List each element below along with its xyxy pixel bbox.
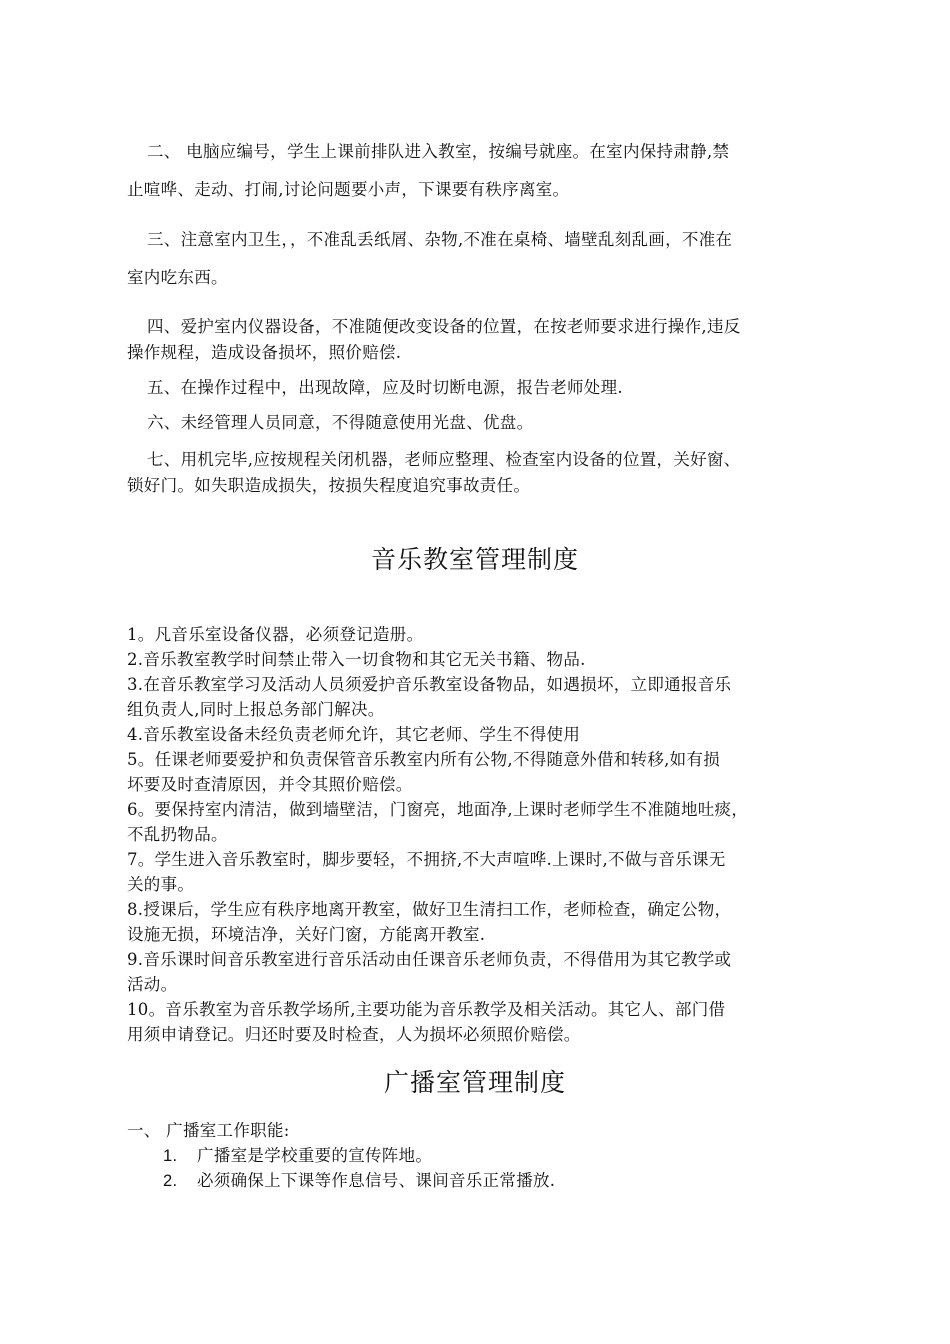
rule-5-line-1: 五、在操作过程中，出现故障，应及时切断电源，报告老师处理. [147,378,623,397]
broadcast-room-title: 广播室管理制度 [383,1068,566,1097]
music-line-8: 6。要保持室内清洁，做到墙壁洁，门窗亮，地面净,上课时老师学生不准随地吐痰， [127,800,749,819]
broadcast-section-heading: 一、 广播室工作职能: [127,1121,290,1140]
broadcast-item-1-number: 1. [163,1147,178,1165]
broadcast-item-2 [163,1167,555,1191]
rule-3-line-2: 室内吃东西。 [127,268,228,287]
rule-4-line-2: 操作规程，造成设备损坏，照价赔偿. [127,343,402,362]
music-line-15: 活动。 [127,975,178,994]
music-line-14: 9.音乐课时间音乐教室进行音乐活动由任课音乐老师负责，不得借用为其它教学或 [127,950,732,969]
music-line-17: 用须申请登记。归还时要及时检查，人为损坏必须照价赔偿。 [127,1025,581,1044]
rule-6-line-1: 六、未经管理人员同意，不得随意使用光盘、优盘。 [147,413,534,432]
music-line-1: 1。凡音乐室设备仪器，必须登记造册。 [127,625,424,644]
music-line-16: 10。音乐教室为音乐教学场所,主要功能为音乐教学及相关活动。其它人、部门借 [127,1000,726,1019]
music-line-4: 组负责人,同时上报总务部门解决。 [127,700,385,719]
rule-7-line-1: 七、用机完毕,应按规程关闭机器，老师应整理、检查室内设备的位置，关好窗、 [147,450,741,469]
music-line-9: 不乱扔物品。 [127,825,228,844]
music-line-6: 5。任课老师要爱护和负责保管音乐教室内所有公物,不得随意外借和转移,如有损 [127,750,721,769]
rule-4-line-1: 四、爱护室内仪器设备，不准随便改变设备的位置，在按老师要求进行操作,违反 [147,317,741,336]
broadcast-item-2-number: 2. [163,1172,178,1190]
music-line-13: 设施无损，环境洁净，关好门窗，方能离开教室. [127,925,486,944]
rule-2-line-1: 二、 电脑应编号，学生上课前排队进入教室，按编号就座。在室内保持肃静,禁 [147,142,730,161]
music-line-2: 2.音乐教室教学时间禁止带入一切食物和其它无关书籍、物品. [127,650,586,669]
rule-3-line-1: 三、注意室内卫生，，不准乱丢纸屑、杂物,不准在桌椅、墙壁乱刻乱画，不准在 [147,230,733,249]
music-line-3: 3.在音乐教室学习及活动人员须爱护音乐教室设备物品，如遇损坏，立即通报音乐 [127,675,732,694]
music-line-11: 关的事。 [127,875,195,894]
music-room-title: 音乐教室管理制度 [370,545,579,574]
broadcast-item-1 [163,1142,432,1166]
broadcast-item-1-text: 广播室是学校重要的宣传阵地。 [197,1146,433,1165]
music-line-5: 4.音乐教室设备未经负责老师允许，其它老师、学生不得使用 [127,725,581,744]
rule-7-line-2: 锁好门。如失职造成损失，按损失程度追究事故责任。 [127,476,531,495]
broadcast-item-2-text: 必须确保上下课等作息信号、课间音乐正常播放. [197,1171,556,1190]
music-line-12: 8.授课后，学生应有秩序地离开教室，做好卫生清扫工作，老师检查，确定公物， [127,900,732,919]
music-line-7: 坏要及时查清原因，并令其照价赔偿。 [127,775,413,794]
music-line-10: 7。学生进入音乐教室时，脚步要轻，不拥挤,不大声喧哗.上课时,不做与音乐课无 [127,850,726,869]
rule-2-line-2: 止喧哗、走动、打闹,讨论问题要小声，下课要有秩序离室。 [127,180,570,199]
